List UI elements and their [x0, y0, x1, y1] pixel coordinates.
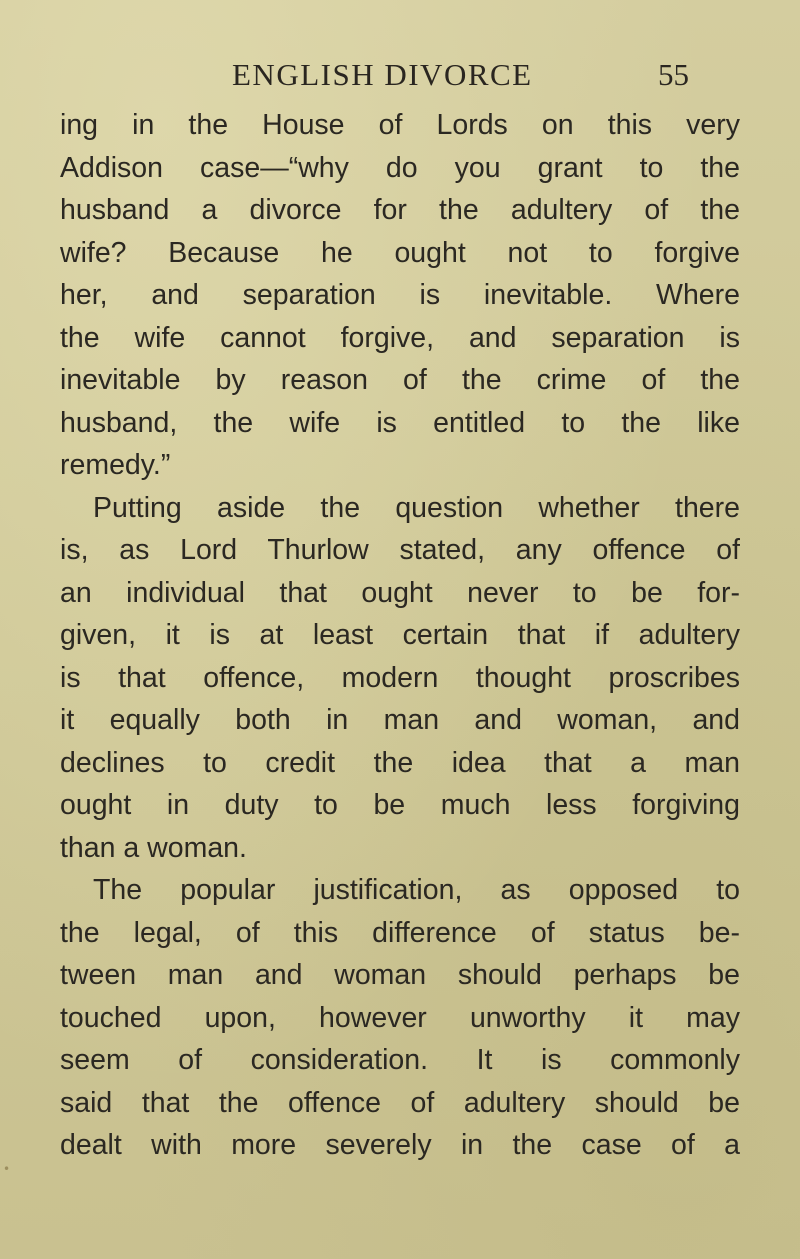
body-text	[60, 104, 740, 1167]
text-line: dealt with more severely in the case of a	[60, 1129, 740, 1161]
text-line: the wife cannot forgive, and separation is	[60, 321, 740, 354]
text-line: declines to credit the idea that a man	[60, 746, 740, 779]
text-line: remedy.”	[60, 449, 171, 481]
text-line: is, as Lord Thurlow stated, any offence of	[60, 534, 740, 566]
text-line: husband a divorce for the adultery of the	[60, 194, 740, 226]
text-line: ing in the House of Lords on this very	[60, 109, 740, 141]
text-line: touched upon, however unworthy it may	[60, 1001, 740, 1034]
text-line: Addison case—“why do you grant to the	[60, 151, 740, 184]
text-line: it equally both in man and woman, and	[60, 704, 740, 736]
text-line: given, it is at least certain that if adultery	[60, 619, 740, 651]
paper-stain-mark: •	[3, 1162, 11, 1176]
text-line: said that the offence of adultery should be	[60, 1086, 740, 1119]
text-line: her, and separation is inevitable. Where	[60, 279, 740, 311]
page-header	[0, 52, 800, 100]
paragraph-start-line: The popular justification, as opposed to	[93, 874, 740, 906]
paragraph-start-line: Putting aside the question whether there	[93, 491, 740, 524]
page-number: 55	[658, 57, 689, 92]
text-line: ought in duty to be much less forgiving	[60, 789, 740, 821]
text-line: seem of consideration. It is commonly	[60, 1044, 740, 1076]
text-line: inevitable by reason of the crime of the	[60, 364, 740, 396]
text-line: tween man and woman should perhaps be	[60, 959, 740, 991]
text-line: an individual that ought never to be for-	[60, 576, 740, 609]
running-title: ENGLISH DIVORCE	[232, 57, 533, 92]
text-line: husband, the wife is entitled to the like	[60, 406, 740, 439]
text-line: wife? Because he ought not to forgive	[60, 236, 740, 269]
text-line: than a woman.	[60, 831, 247, 864]
text-line: the legal, of this difference of status be-	[60, 916, 740, 949]
text-line: is that offence, modern thought proscribes	[60, 661, 740, 694]
